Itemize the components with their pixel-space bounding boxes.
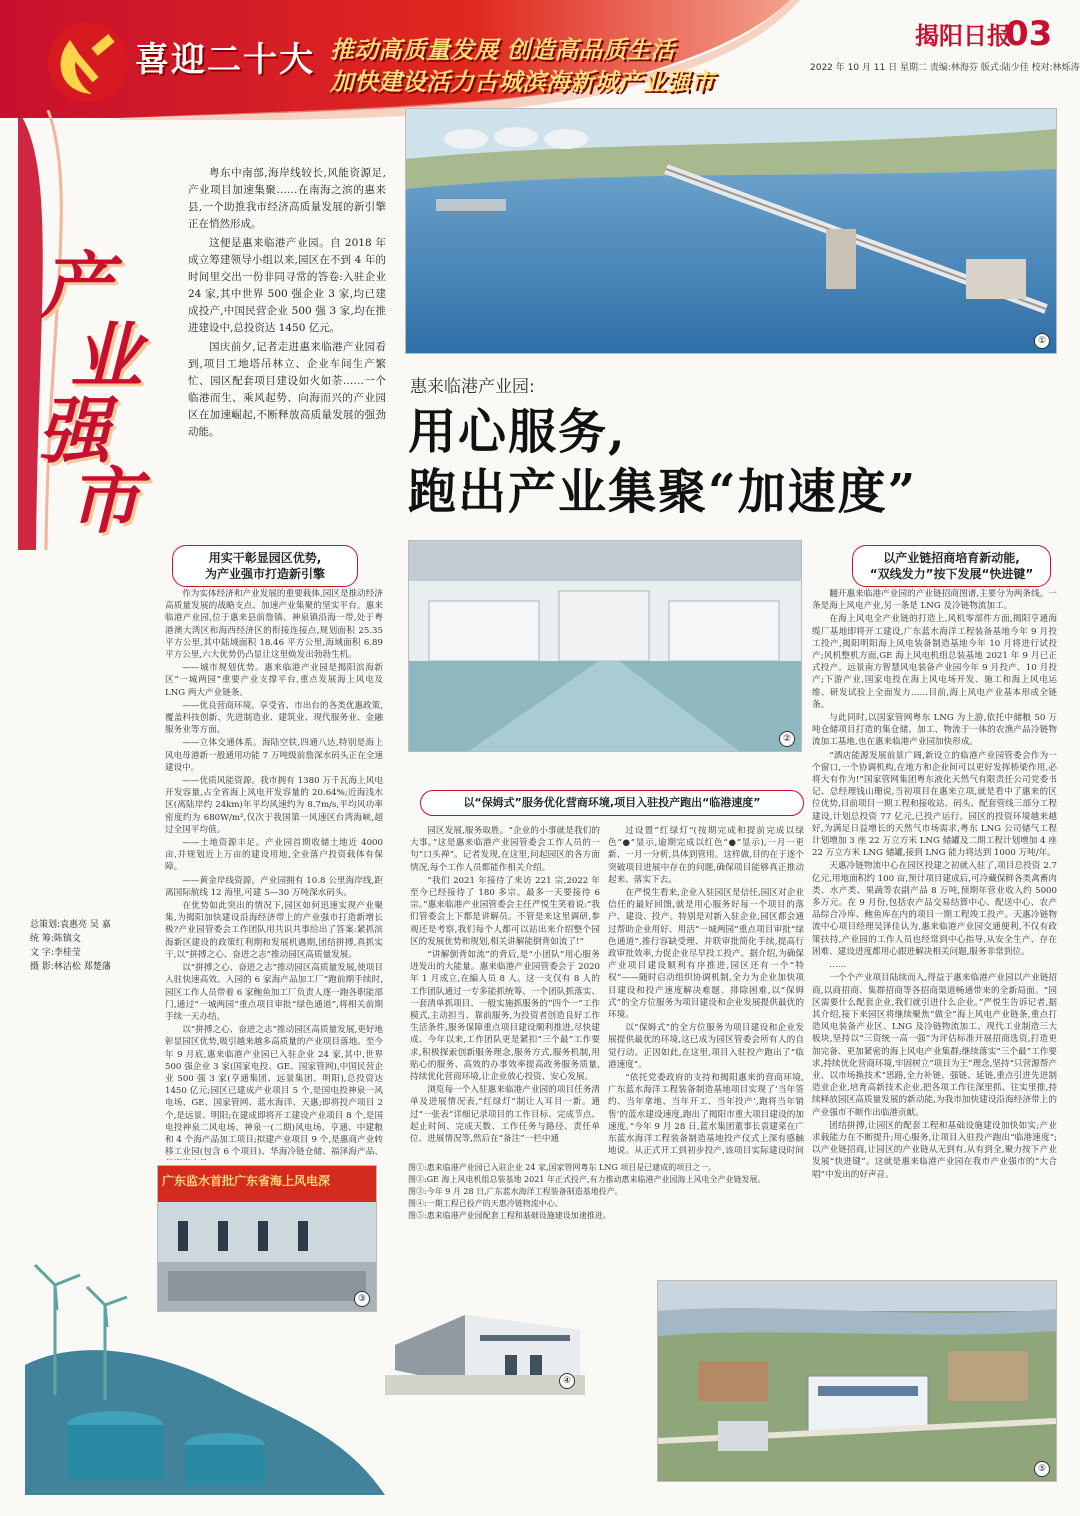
- banner-slogan-line2: 加快建设活力古城滨海新城产业强市: [330, 68, 714, 96]
- wind-tank-illustration: [25, 1165, 385, 1495]
- caption: 图⑤:惠来临港产业园配套工程和基础设施建设加速推进。: [408, 1211, 611, 1220]
- credit-planner: 总策划:袁惠亮 吴 嘉: [30, 920, 111, 930]
- paragraph: 在严悦生看来,企业入驻园区是信任,园区对企业信任的最好回馈,就是用心服务好每一个项目的落户、建设、投产。特别是对新入驻企业,园区都会通过帮助企业用好、用活“一城两园”重点项目审批“绿色通道”,推行容缺受理、并联审批简化手续,提高行政审批效率,力促企业尽早投工投产。据介绍,为确保产业项目建设顺利有序推进,园区还有一个“特权”——随时启动组织协调机制,全力为企业加快项目建设和投产速度解决难题、排除困难,以“保姆式”的全方位服务为项目建设和企业发展提供最优的环境。: [608, 888, 804, 1021]
- paragraph: 作为实体经济和产业发展的重要载体,园区是推动经济高质量发展的战略支点、加速产业集聚的坚实平台。惠来临港产业园,位于惠来县前詹镇、神泉镇沿海一带,处于粤港澳大湾区和海西经济区的衔接连接点,规划面积 25.35 平方公里,其中陆域面积 18.46 平方公里,海域面积 6.89 平方公里,六大优势仍凸显让这里焕发出勃勃生机。: [165, 589, 383, 661]
- bottom-decoration: [25, 1165, 385, 1495]
- section-heading-3-line1: 以产业链招商培育新动能,: [883, 551, 1020, 565]
- photo-aerial-site: [657, 1280, 1057, 1482]
- paragraph: 在优势如此突出的情况下,园区如何迅速实现产业聚集,为揭阳加快建设沿海经济带上的产业强市打造新增长极?产业园管委会工作团队用共识共事给出了答案:紧抓滨海新区建设的政策红利期和发展机遇期,团结拼搏,真抓实干,以“拼搏之心、奋进之志”推动园区高质量发展。: [165, 901, 383, 960]
- credit-coordinator: 统 筹:陈镇文: [30, 934, 81, 944]
- photo-number: ②: [779, 731, 795, 747]
- paragraph: 园区发展,服务取胜。“企业的小事就是我们的大事。”这是惠来临港产业园管委会工作人员的一句“口头禅”。记者发现,在这里,问起园区的各方面情况,每个工作人员都能作相关介绍。: [410, 826, 600, 873]
- paragraph: “依托党委政府的支持和揭阳惠来的营商环境,广东蓝水海洋工程装备制造基地项目实现了‘当年签约、当年拿地、当年开工、当年投产’,跑将当年销售’的蓝水建设速度,跑出了揭阳市重大项目建设的加速度。”今年 9 月 28 日,蓝水集团董事长袁建菜在广东蓝水海洋工程装备制造基地投产仪式上深有感触地说。从正式开工到初步投产,该项目实际建设时间: [608, 1073, 804, 1155]
- paragraph: ——优良营商环境。享受省、市出台的各类优惠政策,覆盖科技创新、先进制造业、建筑业、现代服务业、金融服务业等方面。: [165, 700, 383, 736]
- left-article-column: [165, 588, 383, 1160]
- headline-line-1: 用心服务,: [408, 404, 627, 460]
- photo-cold-chain-center: [385, 1275, 585, 1395]
- paragraph: 以“拼搏之心、奋进之志”推动园区高质量发展,更好地彰显园区优势,吸引越来越多高质量的产业项目落地。至今年 9 月底,惠来临港产业园已入驻企业 24 家,其中,世界 500 强企业 3 家(国家电投、GE、国家管网),中国民营企业 500 强 3 家(亨通集团、远景集团、明阳),总投资达 1450 亿元;园区已建成产业项目 5 个,是国电投神泉一风电场、GE、国家管网、蓝水海洋、天惠;即将投产项目 2 个,是远景、明阳;在建成即将开工建设产业项目 8 个,是国电投神泉二风电场、神泉一(二期)风电场、亨通、中建粮和 4 个海产品加工项目;拟建产业项目 9 个,是惠商产业转移工业园(包含 6 个项目)、华海冷链仓储、福泽海产品、: [165, 1025, 383, 1158]
- intro-paragraph: 粤东中南部,海岸线较长,风能资源足,产业项目加速集聚……在南海之滨的惠来县,一个助推我市经济高质量发展的新引擎正在悄然形成。: [188, 167, 386, 230]
- section-heading-3-line2: “双线发力”按下发展“快进键”: [869, 567, 1034, 581]
- section-heading-2: 以“保姆式”服务优化营商环境,项目入驻投产跑出“临港速度”: [420, 790, 804, 816]
- caption: 图②:GE 海上风电机组总装基地 2021 年正式投产,有力推动惠来临港产业园海上风电全产业链发展。: [408, 1175, 766, 1184]
- paragraph: “讲解倒背如流”的背后,是“小团队”用心服务迸发出的大能量。惠来临港产业园管委会于 2020 年 1 月成立,在编人员 8 人。这一支仅有 8 人的工作团队通过一专多能抓统筹、一个团队抓落实、一套清单抓项目、一般实施抓服务的“四个一”工作模式,主动担当、靠前服务,为投资者创造良好工作生活条件,服务保障重点项目建设顺利推进,尽快建成、今年以来,工作团队更是紧扣“三个最”工作要求,积极探索创新服务理念,服务方式,服务机制,用贴心的服务、高效的办事效率提高政务服务质量,持续优化营商环境,让企业放心投资、安心发展。: [410, 950, 600, 1083]
- headline-line-2: 跑出产业集聚“加速度”: [408, 464, 918, 520]
- credit-writer: 文 字:李桂莹: [30, 948, 81, 958]
- caption: 图①:惠来临港产业园已入驻企业 24 家,国家管网粤东 LNG 项目是已建成的项目之一。: [408, 1163, 717, 1172]
- caption: 图③:今年 9 月 28 日,广东蓝水海洋工程装备制造基地投产。: [408, 1187, 623, 1196]
- section-heading-1-line2: 为产业强市打造新引擎: [204, 567, 325, 581]
- vertical-title-char-1: 产: [40, 243, 113, 328]
- section-heading-3: [852, 545, 1051, 587]
- article-headline: [408, 402, 917, 522]
- paragraph: 在海上风电全产业链的打造上,风机零部件方面,揭阳亨通海缆厂基地即将开工建设,广东蓝水海洋工程装备基地今年 9 月投工投产,揭阳明阳海上风电装备制造基地今年 10 月将进行试投产;风机整机方面,GE 海上风电机组总装基地 2021 年 9 月已正式投产。远景南方智慧风电装备产业园今年 9 月投产、10 月投产;下游产业,国家电投在海上风电场开发、施工和海上风电运维、研发试验上全面发力……目前,海上风电产业基本形成全链条。: [812, 614, 1057, 710]
- vertical-title-char-4: 市: [68, 458, 141, 543]
- dateline: 2022 年 10 月 11 日 星期二 责编:林海芬 版式:陆少佳 校对:林烁涛: [810, 63, 1080, 73]
- paragraph: 浏览每一个入驻惠来临港产业园的项目任务清单及进展情况表,“红绿灯”制让人耳目一新。通过“一张表”详细记录项目的工作目标、完成节点、起止时间、完成天数、工作任务与路径、责任单位、进展情况等,然后在“备注”一栏中通: [410, 1085, 600, 1145]
- paragraph: 以“拼搏之心、奋进之志”推动园区高质量发展,使项目入驻快速高效。入园的 6 家海产品加工厂“跑前期手续时,园区工作人员带着 6 家鲍鱼加工厂负责人逐一跑各职能部门,通过“一城两园”重点项目审批“绿色通道”,将相关前期手续一天办结。: [165, 963, 383, 1022]
- photo-number: ④: [559, 1373, 575, 1389]
- paragraph: ——城市规划优势。惠来临港产业园是揭阳滨海新区“一城两园”重要产业支撑平台,重点发展海上风电及 LNG 两大产业链条。: [165, 663, 383, 698]
- photo-number: ③: [354, 1291, 370, 1307]
- intro-paragraph: 这便是惠来临港产业园。自 2018 年成立筹建领导小组以来,园区在不到 4 年的时间里交出一份非同寻常的答卷:入驻企业 24 家,其中世界 500 强企业 3 家,均已建成投产,中国民营企业 500 强 3 家,均在推进建设中,总投资达 1450 亿元。: [188, 237, 386, 334]
- paragraph: “酒店能源发展前景广阔,新设立的临港产业园管委会作为一个窗口,一个协调机构,在地方和企业间可以更好发挥桥梁作用,必将大有作为!”国家管网集团粤东液化天然气有限责任公司党委书记、总经理钱山珊说,当初项目在惠来立项,就是看中了惠来的区位优势,目前项目一期工程和接收站、码头、配套管线三部分工程建设,计划总投资 77 亿元,已投产运行。园区的投资环境越来越好,为满足日益增长的天然气市场需求,粤东 LNG 公司储气工程计划增加 3 座 22 万立方米 LNG 储罐及二期工程计划增加 4 座 22 万立方米 LNG 储罐,接到 LNG 能力将达到 1000 万吨/年。: [812, 750, 1057, 859]
- caption: 图④:一期工程已投产的天惠冷链物流中心。: [408, 1199, 563, 1208]
- banner-slogan-line1: 推动高质量发展 创造高品质生活: [330, 36, 675, 64]
- credits: [30, 918, 111, 974]
- paragraph: ——土地资源丰足。产业园首期收储土地近 4000 亩,并规划近上万亩的建设用地,全业落户投资载体有保障。: [165, 838, 383, 873]
- paragraph: 过设置“红绿灯”(按期完成和提前完成以绿色“●”显示,逾期完成以红色“●”显示),一月一更新、一月一分析,具体到管用。这样做,目的在于逐个突破项目进展中存在的问题,确保项目能够真正推动起来、落实下去。: [608, 826, 804, 885]
- section-heading-1: [172, 545, 358, 587]
- newspaper-masthead: 揭阳日报: [915, 21, 1011, 50]
- section-heading-1-line1: 用实干彰显园区优势,: [208, 551, 322, 565]
- paragraph: ……: [829, 960, 847, 971]
- page-number: 03: [1005, 14, 1053, 54]
- ceremony-banner-text: 广东监水首批广东省海上风电深: [162, 1174, 331, 1188]
- paragraph: 团结拼搏,让园区的配套工程和基础设施建设加快如实;产业求载能力在不断提升;用心服务,让项目入驻投产跑出“临港速度”;以产业链招商,让园区的产业链从无到有,从有到全,聚力按下产业发展“快进键”。这就是惠来临港产业园在我市产业强市的“大合唱”中发出的好声音。: [812, 1120, 1057, 1180]
- right-article-column: [812, 588, 1057, 1253]
- photo-factory-interior: [408, 540, 802, 752]
- vertical-title-char-3: 强: [38, 388, 111, 473]
- photo-lng-terminal: [405, 108, 1057, 354]
- photo-cold-chain-center-image: [385, 1275, 585, 1395]
- middle-column-1: [410, 825, 600, 1155]
- paragraph: 一个个产业项目陆续而入,得益于惠来临港产业园以产业链招商,以商招商、集群招商等各招商渠道畅通带来的全新局面。“园区需要什么配套企业,我们就引进什么企业。”严悦生告诉记者,据其介绍,接下来园区将继续聚焦“做全”海上风电产业链条,重点打造风电装备产业区、LNG 及冷链物流加工、现代工业制造三大板块,坚持以“三资统一高一强”为评估标准开展招商选资,打造更加完备、更加紧密的海上风电产业集群;继续落实“三个最”工作要求,持续优化营商环境,牢固树立“项目为王”理念,坚持“只营源帮产业、以市场换技术”思路,全力补链、强链、延链,重点引进先进制造业企业,培育高新技术企业,把各项工作往深里抓、往实里推,持续释放园区高质量发展的新动能,为我市加快建设沿海经济带上的产业强市不断作出临港贡献。: [812, 973, 1057, 1118]
- photo-number: ⑤: [1034, 1461, 1050, 1477]
- paragraph: 以“保姆式”的全方位服务为项目建设和企业发展提供最优的环境,这已成为园区管委会所有人的自觉行动。正因如此,在这里,项目入驻投产跑出了“临港速度”。: [608, 1023, 804, 1070]
- photo-aerial-site-image: [658, 1281, 1056, 1481]
- intro-text: [188, 165, 386, 443]
- middle-column-2: [608, 825, 804, 1155]
- photo-lng-terminal-image: [406, 109, 1056, 353]
- paragraph: 与此同时,以国家管网粤东 LNG 为上游,依托中储粮 50 万吨仓储项目打造的集仓储、加工、物流于一体的农渔产品冷链物流加工基地,也在惠来临港产业园加快形成。: [812, 713, 1057, 748]
- banner-headline: 喜迎二十大: [135, 40, 315, 80]
- photo-factory-interior-image: [409, 541, 801, 751]
- intro-paragraph: 国庆前夕,记者走进惠来临港产业园看到,项目工地塔吊林立、企业车间生产繁忙、园区配套项目建设如火如荼……一个临港而生、乘风起势、向海而兴的产业园区在加速崛起,不断释放高质量发展的强劲动能。: [188, 341, 386, 438]
- paragraph: ——立体交通体系。海陆空铁,四通八达,特别是海上风电母港新一般通用功能 7 万吨级前詹深水码头正在全速建设中。: [165, 738, 383, 773]
- paragraph: ——优质风能资源。我市拥有 1380 万千瓦海上风电开发容量,占全省海上风电开发容量的 20.64%;近海浅水区(离陆岸约 24km)年平均风速约为 8.7m/s,平均风功率密度约为 680W/m²,仅次于我国第一风速区台湾海峡,超过全国平均值。: [165, 776, 383, 835]
- paragraph: 翻开惠来临港产业园的产业链招商图谱,主要分为两条线。一条是海上风电产业,另一条是 LNG 及冷链物流加工。: [812, 589, 1057, 612]
- article-subtitle: 惠来临港产业园:: [410, 377, 535, 397]
- paragraph: 天惠冷链物流中心在园区投建之初就入驻了,项目总投资 2.7 亿元,用地面积约 100 亩,预计项目建成后,可冷藏保鲜各类禽畜肉类、水产类、果蔬等农副产品 8 万吨,预期年营业收入约 5000 多万元。在 9 月份,包括农产品交易结算中心、配送中心、农产品综合冷库、鲍鱼库在内的项目一期工程竣工投产。天惠冷链物流中心项目经理吴泽佳认为,惠来临港产业园交通便利,不仅有政策扶持,产业园的工作人员也经常到中心指导,从安全生产、存在困难、建设进度都用心跟进解决相关问题,服务非常到位。: [812, 861, 1057, 957]
- paragraph: “我们 2021 年接待了来访 221 宗,2022 年至今已经接待了 180 多宗。最多一天要接待 6 宗。”惠来临港产业园管委会主任严悦生笑着说:“我们管委会上下都是讲解员。不管是来这里调研,参观还是考察,我们每个人都可以站出来介绍整个园区的发展优势和规划,相关讲解能倒背如流了!”: [410, 875, 600, 947]
- photo-captions: [408, 1162, 766, 1222]
- photo-number: ①: [1034, 333, 1050, 349]
- paragraph: ——黄金岸线资源。产业园拥有 10.8 公里海岸线,距离国际航线 12 海里,可建 5—30 万吨深水码头。: [165, 875, 383, 898]
- credit-photographer: 摄 影:林洁松 郑楚藩: [30, 962, 111, 972]
- vertical-title-char-2: 业: [70, 313, 143, 398]
